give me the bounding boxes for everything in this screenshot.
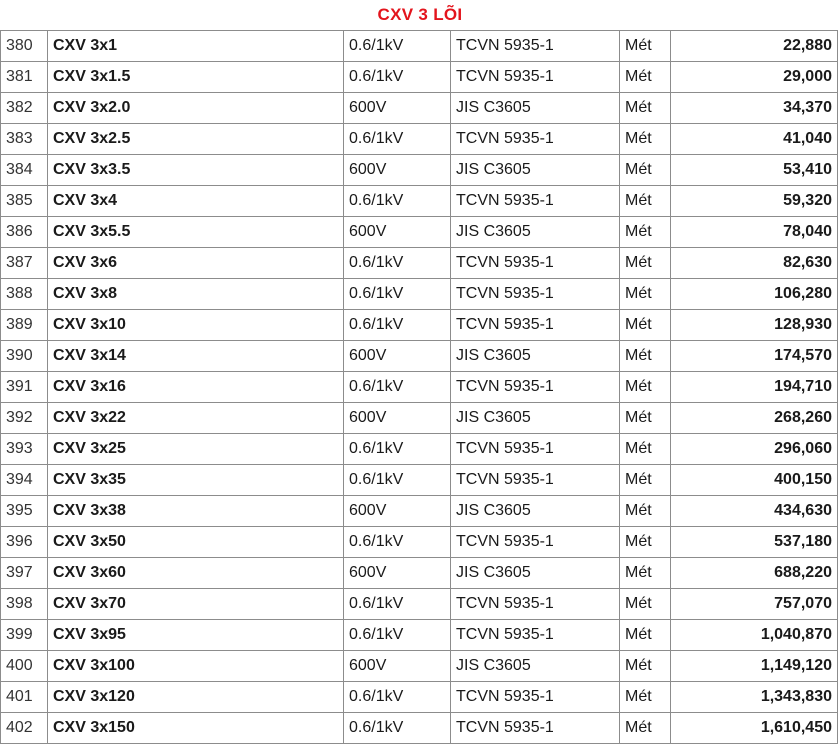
unit-cell: Mét (620, 31, 671, 62)
row-number-cell: 389 (1, 310, 48, 341)
voltage-cell: 600V (344, 341, 451, 372)
standard-cell: TCVN 5935-1 (451, 465, 620, 496)
standard-cell: TCVN 5935-1 (451, 186, 620, 217)
price-cell: 268,260 (671, 403, 838, 434)
product-name-cell: CXV 3x120 (48, 682, 344, 713)
section-title: CXV 3 LÕI (377, 5, 463, 24)
price-cell: 29,000 (671, 62, 838, 93)
price-cell: 296,060 (671, 434, 838, 465)
product-name-cell: CXV 3x38 (48, 496, 344, 527)
unit-cell: Mét (620, 434, 671, 465)
standard-cell: TCVN 5935-1 (451, 527, 620, 558)
unit-cell: Mét (620, 93, 671, 124)
product-name-cell: CXV 3x35 (48, 465, 344, 496)
row-number-cell: 394 (1, 465, 48, 496)
table-row (1, 434, 838, 465)
row-number-cell: 381 (1, 62, 48, 93)
standard-cell: TCVN 5935-1 (451, 310, 620, 341)
standard-cell: TCVN 5935-1 (451, 434, 620, 465)
standard-cell: JIS C3605 (451, 155, 620, 186)
table-row (1, 341, 838, 372)
price-cell: 41,040 (671, 124, 838, 155)
row-number-cell: 401 (1, 682, 48, 713)
price-cell: 53,410 (671, 155, 838, 186)
price-cell: 1,040,870 (671, 620, 838, 651)
unit-cell: Mét (620, 527, 671, 558)
product-name-cell: CXV 3x50 (48, 527, 344, 558)
price-cell: 82,630 (671, 248, 838, 279)
price-cell: 1,610,450 (671, 713, 838, 744)
unit-cell: Mét (620, 62, 671, 93)
unit-cell: Mét (620, 496, 671, 527)
row-number-cell: 388 (1, 279, 48, 310)
unit-cell: Mét (620, 155, 671, 186)
standard-cell: JIS C3605 (451, 651, 620, 682)
unit-cell: Mét (620, 186, 671, 217)
product-name-cell: CXV 3x8 (48, 279, 344, 310)
voltage-cell: 0.6/1kV (344, 186, 451, 217)
standard-cell: TCVN 5935-1 (451, 248, 620, 279)
price-cell: 400,150 (671, 465, 838, 496)
unit-cell: Mét (620, 682, 671, 713)
price-cell: 537,180 (671, 527, 838, 558)
voltage-cell: 0.6/1kV (344, 434, 451, 465)
row-number-cell: 387 (1, 248, 48, 279)
voltage-cell: 0.6/1kV (344, 279, 451, 310)
row-number-cell: 382 (1, 93, 48, 124)
table-row (1, 186, 838, 217)
row-number-cell: 399 (1, 620, 48, 651)
table-row (1, 713, 838, 744)
product-name-cell: CXV 3x22 (48, 403, 344, 434)
product-name-cell: CXV 3x60 (48, 558, 344, 589)
price-table-body (1, 31, 838, 744)
row-number-cell: 391 (1, 372, 48, 403)
voltage-cell: 600V (344, 651, 451, 682)
unit-cell: Mét (620, 279, 671, 310)
table-row (1, 217, 838, 248)
unit-cell: Mét (620, 217, 671, 248)
voltage-cell: 0.6/1kV (344, 372, 451, 403)
standard-cell: TCVN 5935-1 (451, 372, 620, 403)
unit-cell: Mét (620, 558, 671, 589)
voltage-cell: 600V (344, 155, 451, 186)
standard-cell: TCVN 5935-1 (451, 713, 620, 744)
unit-cell: Mét (620, 372, 671, 403)
table-row (1, 124, 838, 155)
product-name-cell: CXV 3x16 (48, 372, 344, 403)
price-cell: 106,280 (671, 279, 838, 310)
table-row (1, 651, 838, 682)
unit-cell: Mét (620, 713, 671, 744)
table-row (1, 62, 838, 93)
row-number-cell: 392 (1, 403, 48, 434)
standard-cell: TCVN 5935-1 (451, 682, 620, 713)
price-cell: 194,710 (671, 372, 838, 403)
unit-cell: Mét (620, 124, 671, 155)
voltage-cell: 0.6/1kV (344, 527, 451, 558)
product-name-cell: CXV 3x95 (48, 620, 344, 651)
voltage-cell: 600V (344, 403, 451, 434)
price-cell: 128,930 (671, 310, 838, 341)
product-name-cell: CXV 3x1 (48, 31, 344, 62)
table-row (1, 279, 838, 310)
table-row (1, 93, 838, 124)
standard-cell: TCVN 5935-1 (451, 62, 620, 93)
price-cell: 34,370 (671, 93, 838, 124)
unit-cell: Mét (620, 465, 671, 496)
row-number-cell: 386 (1, 217, 48, 248)
price-cell: 434,630 (671, 496, 838, 527)
table-row (1, 31, 838, 62)
standard-cell: TCVN 5935-1 (451, 279, 620, 310)
voltage-cell: 600V (344, 496, 451, 527)
product-name-cell: CXV 3x100 (48, 651, 344, 682)
table-row (1, 403, 838, 434)
unit-cell: Mét (620, 620, 671, 651)
standard-cell: TCVN 5935-1 (451, 124, 620, 155)
standard-cell: JIS C3605 (451, 341, 620, 372)
product-name-cell: CXV 3x4 (48, 186, 344, 217)
table-row (1, 155, 838, 186)
table-row (1, 248, 838, 279)
unit-cell: Mét (620, 310, 671, 341)
standard-cell: TCVN 5935-1 (451, 620, 620, 651)
voltage-cell: 0.6/1kV (344, 31, 451, 62)
table-row (1, 527, 838, 558)
voltage-cell: 600V (344, 217, 451, 248)
price-cell: 757,070 (671, 589, 838, 620)
voltage-cell: 0.6/1kV (344, 62, 451, 93)
product-name-cell: CXV 3x2.5 (48, 124, 344, 155)
product-name-cell: CXV 3x150 (48, 713, 344, 744)
voltage-cell: 0.6/1kV (344, 124, 451, 155)
table-row (1, 372, 838, 403)
voltage-cell: 0.6/1kV (344, 589, 451, 620)
standard-cell: TCVN 5935-1 (451, 589, 620, 620)
voltage-cell: 0.6/1kV (344, 620, 451, 651)
price-cell: 1,343,830 (671, 682, 838, 713)
table-row (1, 310, 838, 341)
price-cell: 1,149,120 (671, 651, 838, 682)
table-row (1, 589, 838, 620)
standard-cell: JIS C3605 (451, 403, 620, 434)
product-name-cell: CXV 3x3.5 (48, 155, 344, 186)
product-name-cell: CXV 3x2.0 (48, 93, 344, 124)
table-row (1, 620, 838, 651)
standard-cell: TCVN 5935-1 (451, 31, 620, 62)
voltage-cell: 600V (344, 93, 451, 124)
price-cell: 78,040 (671, 217, 838, 248)
price-cell: 22,880 (671, 31, 838, 62)
unit-cell: Mét (620, 403, 671, 434)
product-name-cell: CXV 3x25 (48, 434, 344, 465)
price-cell: 688,220 (671, 558, 838, 589)
standard-cell: JIS C3605 (451, 93, 620, 124)
table-row (1, 465, 838, 496)
product-name-cell: CXV 3x6 (48, 248, 344, 279)
voltage-cell: 600V (344, 558, 451, 589)
row-number-cell: 402 (1, 713, 48, 744)
product-name-cell: CXV 3x10 (48, 310, 344, 341)
price-cell: 59,320 (671, 186, 838, 217)
standard-cell: JIS C3605 (451, 217, 620, 248)
voltage-cell: 0.6/1kV (344, 713, 451, 744)
row-number-cell: 385 (1, 186, 48, 217)
product-name-cell: CXV 3x5.5 (48, 217, 344, 248)
standard-cell: JIS C3605 (451, 496, 620, 527)
table-row (1, 682, 838, 713)
row-number-cell: 390 (1, 341, 48, 372)
product-name-cell: CXV 3x1.5 (48, 62, 344, 93)
voltage-cell: 0.6/1kV (344, 682, 451, 713)
row-number-cell: 393 (1, 434, 48, 465)
price-table (0, 30, 838, 744)
voltage-cell: 0.6/1kV (344, 310, 451, 341)
unit-cell: Mét (620, 341, 671, 372)
row-number-cell: 384 (1, 155, 48, 186)
row-number-cell: 397 (1, 558, 48, 589)
product-name-cell: CXV 3x14 (48, 341, 344, 372)
row-number-cell: 400 (1, 651, 48, 682)
unit-cell: Mét (620, 589, 671, 620)
standard-cell: JIS C3605 (451, 558, 620, 589)
row-number-cell: 383 (1, 124, 48, 155)
product-name-cell: CXV 3x70 (48, 589, 344, 620)
unit-cell: Mét (620, 248, 671, 279)
price-cell: 174,570 (671, 341, 838, 372)
voltage-cell: 0.6/1kV (344, 248, 451, 279)
unit-cell: Mét (620, 651, 671, 682)
row-number-cell: 395 (1, 496, 48, 527)
row-number-cell: 396 (1, 527, 48, 558)
table-row (1, 496, 838, 527)
row-number-cell: 380 (1, 31, 48, 62)
row-number-cell: 398 (1, 589, 48, 620)
table-row (1, 558, 838, 589)
voltage-cell: 0.6/1kV (344, 465, 451, 496)
